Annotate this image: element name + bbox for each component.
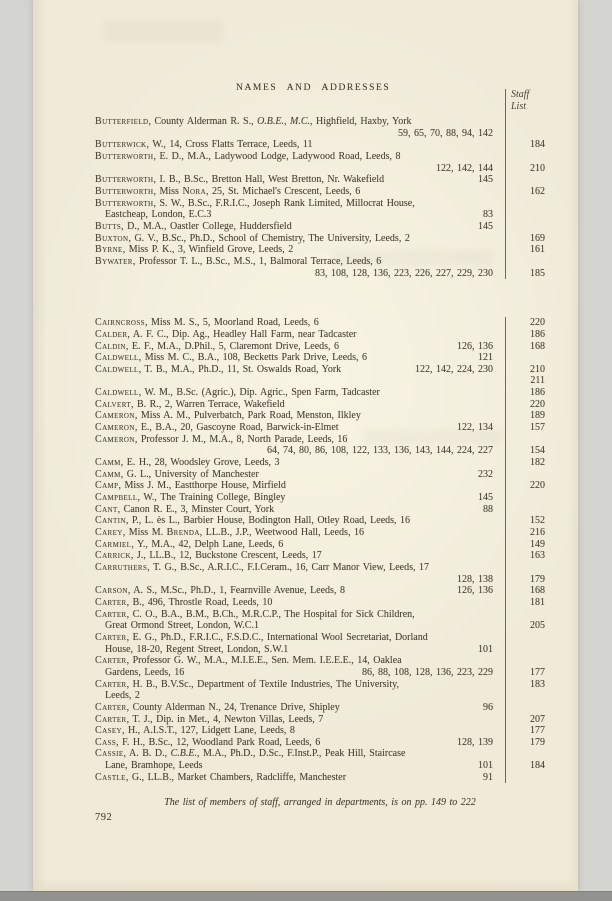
staff-list-number: 179: [505, 737, 545, 749]
directory-entry-line: [95, 690, 545, 702]
directory-entry-line: [95, 609, 545, 621]
entry-text: Butts, D., M.A., Oastler College, Huddersfield 145: [95, 220, 493, 232]
surname-smallcaps: Butterworth: [95, 174, 154, 186]
staff-list-number: 154: [505, 445, 545, 457]
scanned-page: [33, 0, 578, 891]
staff-list-number: 210: [505, 364, 545, 376]
entry-text: Butterfield, County Alderman R. S., O.B.E., M.C., Highfield, Haxby, York: [95, 116, 412, 127]
directory-entry-line: [95, 410, 545, 422]
directory-entry-line: [95, 445, 545, 457]
staff-list-number: 181: [505, 597, 545, 609]
directory-entry-line: [95, 163, 545, 175]
entry-text: Carter, H. B., B.V.Sc., Department of Textile Industries, The University,: [95, 678, 399, 690]
surname-smallcaps: Carter: [95, 713, 127, 725]
directory-entry-line: [95, 539, 545, 551]
directory-entry-line: [95, 209, 545, 221]
surname-smallcaps: Camm: [95, 468, 121, 480]
staff-list-number: [505, 221, 545, 233]
surname-smallcaps: Brenda: [166, 527, 200, 538]
staff-list-number: 185: [505, 268, 545, 280]
surname-smallcaps: Byrne: [95, 244, 123, 256]
entry-text: Carter, B., 496, Throstle Road, Leeds, 10: [95, 596, 273, 608]
surname-smallcaps: Butterworth: [95, 197, 154, 209]
staff-list-number: [505, 492, 545, 504]
entry-text: Caldwell, T. B., M.A., Ph.D., 11, St. Oswalds Road, York 122, 142, 224, 230: [95, 363, 493, 375]
staff-list-number: [505, 198, 545, 210]
surname-smallcaps: Butterworth: [95, 185, 154, 197]
page-references: 126, 136: [457, 585, 493, 597]
page-references: 101: [478, 643, 493, 655]
entry-text: Cameron, Professor J. M., M.A., 8, North Parade, Leeds, 16: [95, 433, 348, 445]
entry-text: Camp, Miss J. M., Eastthorpe House, Mirfield: [95, 480, 286, 492]
directory-entry-line: [95, 387, 545, 399]
staff-list-number: 220: [505, 399, 545, 411]
staff-list-number: [505, 562, 545, 574]
staff-list-number: [505, 209, 545, 221]
surname-smallcaps: Butterwick: [95, 139, 147, 151]
surname-smallcaps: Butterworth: [95, 150, 154, 162]
entry-text: Carrick, J., LL.B., 12, Buckstone Crescent, Leeds, 17: [95, 550, 322, 562]
staff-list-number: 207: [505, 714, 545, 726]
surname-smallcaps: Butterfield: [95, 116, 149, 127]
entry-text: Carter, County Alderman N., 24, Trenance Drive, Shipley 96: [95, 701, 493, 713]
directory-entry-line: [95, 375, 545, 387]
section-gap: [95, 279, 545, 317]
surname-smallcaps: Carter: [95, 631, 127, 643]
staff-list-number: [505, 655, 545, 667]
staff-list-number: 149: [505, 539, 545, 551]
directory-entry-line: [95, 151, 545, 163]
page-references: 91: [483, 771, 493, 783]
page-references: 64, 74, 80, 86, 108, 122, 133, 136, 143, 144, 224, 227: [267, 445, 493, 457]
staff-list-number: 177: [505, 667, 545, 679]
directory-entry-line: [95, 504, 545, 516]
staff-list-column-header: [505, 89, 529, 116]
entry-text: Bywater, Professor T. L., B.Sc., M.S., 1, Balmoral Terrace, Leeds, 6: [95, 255, 382, 267]
directory-entry-line: [95, 317, 545, 329]
directory-entry-line: [95, 597, 545, 609]
surname-smallcaps: Calvert: [95, 398, 132, 410]
staff-list-number: 183: [505, 679, 545, 691]
page-references: 126, 136: [457, 340, 493, 352]
entry-text: Gardens, Leeds, 16 86, 88, 108, 128, 136, 223, 229: [105, 666, 493, 678]
surname-smallcaps: Campbell: [95, 492, 138, 504]
directory-entry-line: [95, 139, 545, 151]
surname-smallcaps: Cameron: [95, 433, 135, 445]
staff-list-number: [505, 128, 545, 140]
page-references: 122, 142, 144: [436, 162, 493, 174]
directory-entry-line: [95, 550, 545, 562]
directory-entry-line: [95, 469, 545, 481]
surname-smallcaps: Cass: [95, 736, 117, 748]
entry-text: Butterworth, Miss Nora, 25, St. Michael's Crescent, Leeds, 6: [95, 185, 361, 197]
surname-smallcaps: Carson: [95, 585, 128, 597]
staff-list-number: [505, 116, 545, 128]
directory-entry-line: [95, 702, 545, 714]
page-references: 128, 138: [457, 573, 493, 585]
directory-entry-line: [95, 492, 545, 504]
page-references: 83: [483, 209, 493, 221]
directory-entry-line: [95, 341, 545, 353]
staff-list-column-header-line2: List: [511, 100, 527, 112]
surname-smallcaps: Caldwell: [95, 352, 139, 364]
staff-list-number: 186: [505, 329, 545, 341]
staff-list-number: [505, 772, 545, 784]
staff-list-number: 211: [505, 375, 545, 387]
surname-smallcaps: Cameron: [95, 422, 135, 434]
page-references: 86, 88, 108, 128, 136, 223, 229: [362, 666, 493, 678]
entry-text: [95, 445, 493, 457]
surname-smallcaps: Carter: [95, 678, 127, 690]
surname-smallcaps: Caldin: [95, 340, 126, 352]
directory-entry-line: [95, 527, 545, 539]
surname-smallcaps: Castle: [95, 771, 126, 783]
staff-list-number: [505, 748, 545, 760]
entry-text: [95, 128, 493, 140]
staff-list-number: 163: [505, 550, 545, 562]
staff-list-number: 161: [505, 244, 545, 256]
entry-text: Cantin, P., L. ès L., Barbier House, Bodington Hall, Otley Road, Leeds, 16: [95, 515, 411, 527]
staff-list-number: 168: [505, 341, 545, 353]
entry-text: Carson, A. S., M.Sc., Ph.D., 1, Fearnville Avenue, Leeds, 8 126, 136: [95, 585, 493, 597]
surname-smallcaps: Casey: [95, 725, 122, 737]
surname-smallcaps: Cantin: [95, 515, 126, 527]
directory-entry-line: [95, 585, 545, 597]
staff-list-number: 184: [505, 139, 545, 151]
directory-entry-line: [95, 748, 545, 760]
surname-smallcaps: Cairncross: [95, 317, 145, 329]
directory-entry-line: [95, 620, 545, 632]
directory-entry-line: [95, 679, 545, 691]
entry-text: Calvert, B. R., 2, Warren Terrace, Wakefield: [95, 398, 285, 410]
page-references: 88: [483, 503, 493, 515]
staff-list-number: 184: [505, 760, 545, 772]
surname-smallcaps: Buxton: [95, 232, 129, 244]
surname-smallcaps: Caldwell: [95, 387, 139, 399]
entry-text: Carter, Professor G. W., M.A., M.I.E.E., Sen. Mem. I.E.E.E., 14, Oaklea: [95, 655, 402, 667]
directory-entry-line: [95, 422, 545, 434]
page-references: 83, 108, 128, 136, 223, 226, 227, 229, 230: [315, 267, 493, 279]
page-references: 122, 142, 224, 230: [415, 363, 493, 375]
surname-smallcaps: Nora: [182, 185, 207, 197]
staff-list-number: 179: [505, 574, 545, 586]
staff-list-number: 152: [505, 515, 545, 527]
staff-list-number: [505, 644, 545, 656]
entry-text: Carter, E. G., Ph.D., F.R.I.C., F.S.D.C., International Wool Secretariat, Dorland: [95, 631, 428, 643]
directory-entry-line: [95, 244, 545, 256]
staff-list-number: [505, 151, 545, 163]
entry-text: [95, 375, 493, 387]
surname-smallcaps: Caldwell: [95, 363, 139, 375]
page-references: 122, 134: [457, 422, 493, 434]
directory-entry-line: [95, 186, 545, 198]
entry-text: Carmiel, Y., M.A., 42, Delph Lane, Leeds, 6: [95, 538, 284, 550]
directory-entry-line: [95, 644, 545, 656]
page-number: 792: [95, 812, 113, 823]
staff-list-number: [505, 690, 545, 702]
page-references: 128, 139: [457, 736, 493, 748]
surname-smallcaps: Camm: [95, 457, 121, 469]
page-references: 96: [483, 701, 493, 713]
page-references: 59, 65, 70, 88, 94, 142: [398, 127, 493, 139]
entry-text: Castle, G., LL.B., Market Chambers, Radcliffe, Manchester 91: [95, 771, 493, 783]
directory-entry-line: [95, 714, 545, 726]
staff-list-number: [505, 504, 545, 516]
surname-smallcaps: Cant: [95, 503, 118, 515]
show-through-smudge: [103, 20, 223, 42]
directory-entry-line: [95, 364, 545, 376]
surname-smallcaps: Cassie: [95, 748, 124, 760]
surname-smallcaps: Camp: [95, 480, 119, 492]
entry-text: Carruthers, T. G., B.Sc., A.R.I.C., F.I.Ceram., 16, Carr Manor View, Leeds, 17: [95, 561, 429, 573]
entry-text: Cass, F. H., B.Sc., 12, Woodland Park Road, Leeds, 6 128, 139: [95, 736, 493, 748]
directory-entry-line: [95, 655, 545, 667]
directory-entry-line: [95, 352, 545, 364]
surname-smallcaps: Bywater: [95, 255, 133, 267]
directory-entry-line: [95, 198, 545, 210]
entry-text: Camm, E. H., 28, Woodsley Grove, Leeds, 3: [95, 457, 280, 469]
staff-list-number: [505, 469, 545, 481]
surname-smallcaps: Cameron: [95, 410, 135, 422]
directory-entry-line: [95, 174, 545, 186]
surname-smallcaps: Carruthers: [95, 561, 148, 573]
surname-smallcaps: Carter: [95, 655, 127, 667]
directory-entry-line: [95, 399, 545, 411]
surname-smallcaps: Calder: [95, 328, 128, 340]
surname-smallcaps: Carter: [95, 608, 127, 620]
directory-entry-line: [95, 574, 545, 586]
honours-italic: O.B.E., M.C.,: [257, 116, 313, 127]
page-references: 145: [478, 174, 493, 186]
directory-entry-line: [95, 737, 545, 749]
staff-list-number: [505, 702, 545, 714]
entry-text: Cameron, E., B.A., 20, Gascoyne Road, Barwick-in-Elmet 122, 134: [95, 422, 493, 434]
directory-entry-line: [95, 128, 545, 140]
staff-list-number: [505, 352, 545, 364]
entry-text: Carey, Miss M. Brenda, LL.B., J.P., Weetwood Hall, Leeds, 16: [95, 527, 364, 538]
staff-list-number: [505, 609, 545, 621]
page-header: NAMES AND ADDRESSES: [236, 83, 391, 93]
surname-smallcaps: Carter: [95, 701, 127, 713]
directory-entry-line: [95, 221, 545, 233]
staff-list-number: 162: [505, 186, 545, 198]
directory-entry-line: [95, 515, 545, 527]
entry-text: House, 18-20, Regent Street, London, S.W.1 101: [105, 643, 493, 655]
staff-list-number: 210: [505, 163, 545, 175]
directory-entry-line: [95, 457, 545, 469]
entry-text: Leeds, 2: [105, 690, 140, 702]
staff-list-number: 182: [505, 457, 545, 469]
entry-text: Buxton, G. V., B.Sc., Ph.D., School of Chemistry, The University, Leeds, 2: [95, 232, 410, 244]
staff-list-column-header-line1: Staff: [511, 89, 530, 100]
directory-entry-line: [95, 480, 545, 492]
directory-entry-line: [95, 632, 545, 644]
staff-list-number: 216: [505, 527, 545, 539]
directory-entry-line: [95, 725, 545, 737]
surname-smallcaps: Carter: [95, 596, 127, 608]
entry-text: Butterworth, I. B., B.Sc., Bretton Hall, West Bretton, Nr. Wakefield 145: [95, 174, 493, 186]
footer-note: The list of members of staff, arranged in departments, is on pp. 149 to 222: [164, 797, 476, 808]
entry-text: Lane, Bramhope, Leeds 101: [105, 760, 493, 772]
page-references: 145: [478, 220, 493, 232]
entry-text: Butterwick, W., 14, Cross Flatts Terrace, Leeds, 11: [95, 139, 313, 151]
directory-entry-line: [95, 562, 545, 574]
entry-text: Cairncross, Miss M. S., 5, Moorland Road, Leeds, 6: [95, 317, 319, 329]
surname-smallcaps: Carrick: [95, 550, 131, 562]
entry-text: [95, 163, 493, 175]
staff-list-number: [505, 434, 545, 446]
entry-text: Caldwell, W. M., B.Sc. (Agric.), Dip. Agric., Spen Farm, Tadcaster: [95, 387, 380, 399]
directory-entry-line: [95, 760, 545, 772]
staff-list-number: [505, 174, 545, 186]
entry-text: Carter, C. O., B.A., B.M., B.Ch., M.R.C.P., The Hospital for Sick Children,: [95, 608, 415, 620]
entry-text: Butterworth, E. D., M.A., Ladywood Lodge, Ladywood Road, Leeds, 8: [95, 150, 401, 162]
entry-text: Cameron, Miss A. M., Pulverbatch, Park Road, Menston, Ilkley: [95, 410, 361, 422]
directory-entry-line: [95, 256, 545, 268]
entry-text: Campbell, W., The Training College, Bingley 145: [95, 492, 493, 504]
directory-entry-line: [95, 116, 545, 128]
entry-text: Cant, Canon R. E., 3, Minster Court, York 88: [95, 503, 493, 515]
entry-text: Carter, T. J., Dip. in Met., 4, Newton Villas, Leeds, 7: [95, 713, 324, 725]
entry-text: Great Ormond Street, London, W.C.1: [105, 620, 259, 632]
page-references: 232: [478, 468, 493, 480]
entry-text: [95, 574, 493, 586]
page-references: 121: [478, 352, 493, 364]
entry-text: Caldin, E. F., M.A., D.Phil., 5, Claremont Drive, Leeds, 6 126, 136: [95, 340, 493, 352]
staff-list-number: 157: [505, 422, 545, 434]
entry-text: Cassie, A. B. D., C.B.E., M.A., Ph.D., D.Sc., F.Inst.P., Peak Hill, Staircase: [95, 748, 406, 760]
honours-italic: C.B.E.: [170, 748, 197, 760]
surname-smallcaps: Butts: [95, 220, 122, 232]
surname-smallcaps: Carey: [95, 527, 123, 538]
staff-list-number: 169: [505, 233, 545, 245]
directory-list: [95, 116, 545, 783]
directory-entry-line: [95, 434, 545, 446]
staff-list-number: 205: [505, 620, 545, 632]
directory-entry-line: [95, 233, 545, 245]
entry-text: [95, 268, 493, 280]
directory-entry-line: [95, 667, 545, 679]
page-references: 145: [478, 492, 493, 504]
directory-entry-line: [95, 268, 545, 280]
staff-list-number: 186: [505, 387, 545, 399]
staff-list-number: 220: [505, 480, 545, 492]
entry-text: Butterworth, S. W., B.Sc., F.R.I.C., Joseph Rank Limited, Millocrat House,: [95, 197, 415, 209]
surname-smallcaps: Carmiel: [95, 538, 132, 550]
directory-entry-line: [95, 772, 545, 784]
entry-text: Eastcheap, London, E.C.3 83: [105, 209, 493, 221]
staff-list-number: 220: [505, 317, 545, 329]
directory-entry-line: [95, 329, 545, 341]
staff-list-number: 177: [505, 725, 545, 737]
staff-list-number: 189: [505, 410, 545, 422]
entry-text: Casey, H., A.I.S.T., 127, Lidgett Lane, Leeds, 8: [95, 725, 295, 737]
page-references: 101: [478, 760, 493, 772]
entry-text: Byrne, Miss P. K., 3, Winfield Grove, Leeds, 2: [95, 244, 294, 256]
entry-text: Camm, G. L., University of Manchester 232: [95, 468, 493, 480]
entry-text: Calder, A. F. C., Dip. Ag., Headley Hall Farm, near Tadcaster: [95, 328, 357, 340]
entry-text: Caldwell, Miss M. C., B.A., 108, Becketts Park Drive, Leeds, 6 121: [95, 352, 493, 364]
staff-list-number: 168: [505, 585, 545, 597]
staff-list-number: [505, 632, 545, 644]
staff-list-number: [505, 256, 545, 268]
